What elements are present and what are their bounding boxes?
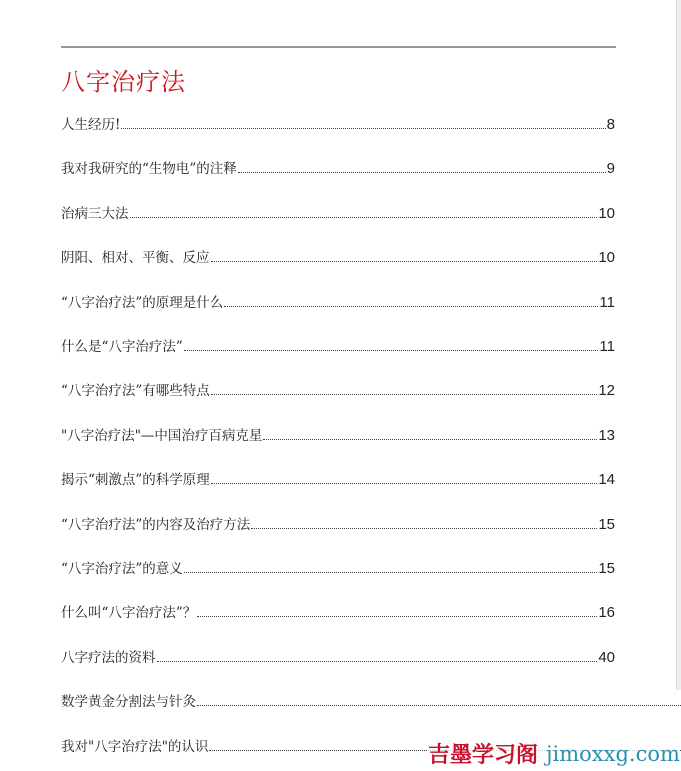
toc-entry-title: 什么是“八字治疗法” bbox=[61, 339, 183, 355]
toc-entry-title: 什么叫“八字治疗法”？ bbox=[61, 605, 197, 622]
toc-entry-title: 人生经历! bbox=[61, 117, 121, 133]
dot-leader bbox=[130, 217, 598, 218]
watermark-cn: 吉墨学习阁 bbox=[428, 743, 539, 768]
dot-leader bbox=[263, 439, 597, 440]
toc-entry[interactable] bbox=[61, 202, 615, 222]
toc-entry[interactable] bbox=[61, 335, 615, 355]
toc-entry-title: “八字治疗法”的意义 bbox=[61, 561, 183, 577]
toc-entry[interactable] bbox=[61, 468, 615, 488]
toc-entry-page: 11 bbox=[599, 293, 615, 311]
watermark-en: jimoxxg.com bbox=[546, 741, 680, 766]
toc-entry-page: 10 bbox=[598, 204, 615, 222]
dot-leader bbox=[184, 572, 598, 573]
toc-entry[interactable] bbox=[61, 291, 615, 311]
toc-entry[interactable] bbox=[61, 646, 615, 666]
toc-entry-title: 八字疗法的资料 bbox=[61, 649, 156, 666]
dot-leader bbox=[197, 616, 597, 617]
toc-entry-title: “八字治疗法”的原理是什么 bbox=[61, 294, 224, 311]
toc-entry-title: 我对"八字治疗法"的认识 bbox=[61, 738, 209, 755]
toc-entry-page: 13 bbox=[598, 426, 615, 444]
toc-entry[interactable] bbox=[61, 601, 615, 621]
toc-entry-title: “八字治疗法”有哪些特点 bbox=[61, 383, 210, 400]
toc-entry[interactable] bbox=[61, 157, 615, 177]
toc-entry[interactable] bbox=[61, 246, 615, 266]
dot-leader bbox=[224, 306, 598, 307]
toc-entry-page: 16 bbox=[598, 604, 615, 622]
toc-entry-page: 40 bbox=[598, 648, 615, 666]
dot-leader bbox=[211, 394, 598, 395]
toc-entry-page: 15 bbox=[598, 515, 615, 533]
toc-entry-title: "八字治疗法"—中国治疗百病克星 bbox=[61, 427, 263, 444]
dot-leader bbox=[251, 528, 597, 529]
toc-entry-title: “八字治疗法”的内容及治疗方法 bbox=[61, 516, 251, 533]
toc-entry-page: 15 bbox=[598, 560, 615, 577]
toc-entry-page: 9 bbox=[606, 160, 615, 178]
toc-entry[interactable] bbox=[61, 113, 615, 133]
toc-entry-title: 数学黄金分割法与针灸 bbox=[61, 694, 196, 711]
page-title: 八字治疗法 bbox=[61, 68, 186, 96]
dot-leader bbox=[197, 705, 681, 706]
dot-leader bbox=[211, 261, 598, 262]
header-rule bbox=[61, 46, 616, 48]
toc-entry[interactable] bbox=[61, 379, 615, 399]
toc-entry-page: 10 bbox=[598, 249, 615, 267]
toc-entry[interactable] bbox=[61, 424, 615, 444]
dot-leader bbox=[184, 350, 599, 351]
watermark bbox=[428, 738, 680, 769]
dot-leader bbox=[121, 128, 605, 129]
toc-entry-title: 我对我研究的“生物电”的注释 bbox=[61, 161, 237, 178]
dot-leader bbox=[211, 483, 598, 484]
dot-leader bbox=[157, 661, 598, 662]
toc-entry-page: 14 bbox=[598, 471, 615, 489]
toc-entry-page: 11 bbox=[599, 338, 615, 355]
toc-entry-title: 阴阳、相对、平衡、反应 bbox=[61, 250, 210, 267]
toc-entry-title: 治病三大法 bbox=[61, 205, 129, 222]
toc-entry-page: 8 bbox=[606, 116, 615, 133]
page-edge bbox=[676, 0, 681, 690]
dot-leader bbox=[238, 172, 606, 173]
toc-entry[interactable] bbox=[61, 513, 615, 533]
toc-entry[interactable] bbox=[61, 557, 615, 577]
toc-entry[interactable] bbox=[61, 690, 681, 710]
toc-entry-title: 揭示“刺激点”的科学原理 bbox=[61, 472, 210, 489]
toc-entry-page: 12 bbox=[598, 382, 615, 400]
